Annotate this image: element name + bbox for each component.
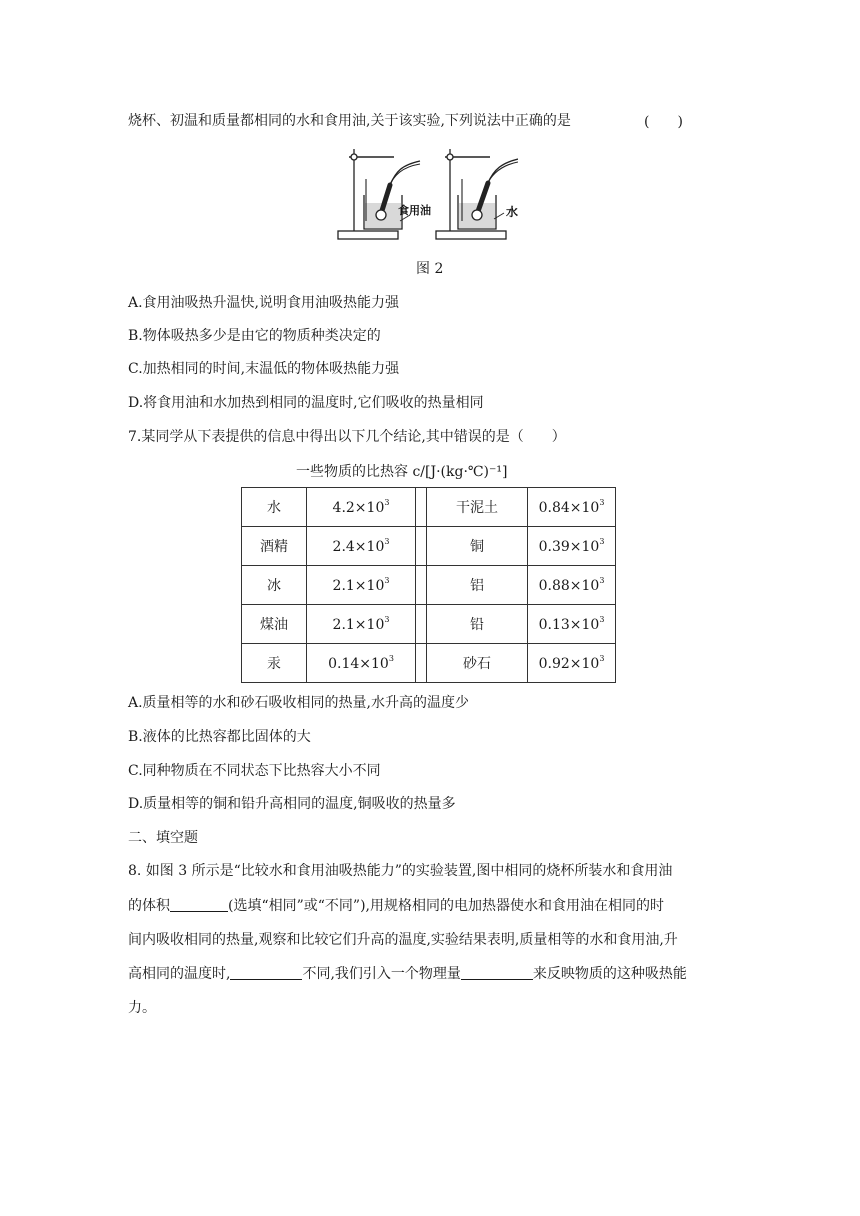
water-setup xyxy=(436,149,518,239)
table-gap xyxy=(416,605,427,644)
material-cell: 酒精 xyxy=(242,527,307,566)
value-cell: $0.84\times 10^3$ xyxy=(528,488,616,527)
value-cell: $2.4\times 10^3$ xyxy=(307,527,416,566)
q6-answer-paren: ( ) xyxy=(644,114,683,130)
value-cell: $2.1\times 10^3$ xyxy=(307,605,416,644)
material-cell: 铝 xyxy=(427,566,528,605)
material-cell: 铅 xyxy=(427,605,528,644)
value-cell: $2.1\times 10^3$ xyxy=(307,566,416,605)
oil-label: 食用油 xyxy=(398,204,431,217)
material-cell: 汞 xyxy=(242,644,307,683)
q6-option-d: D.将食用油和水加热到相同的温度时,它们吸收的热量相同 xyxy=(128,395,484,411)
answer-blank[interactable] xyxy=(170,897,228,912)
table-row xyxy=(242,605,616,644)
q7-stem: 7.某同学从下表提供的信息中得出以下几个结论,其中错误的是（ ） xyxy=(128,429,566,445)
q7-option-a: A.质量相等的水和砂石吸收相同的热量,水升高的温度少 xyxy=(128,695,470,711)
value-cell: $4.2\times 10^3$ xyxy=(307,488,416,527)
q7-option-d: D.质量相等的铜和铅升高相同的温度,铜吸收的热量多 xyxy=(128,796,456,812)
q8-line-2: 的体积 (选填“相同”或“不同”),用规格相同的电加热器使水和食用油在相同的时 xyxy=(128,898,665,914)
value-cell: $0.13\times 10^3$ xyxy=(528,605,616,644)
value-cell: $0.92\times 10^3$ xyxy=(528,644,616,683)
material-cell: 铜 xyxy=(427,527,528,566)
q8-line-5: 力。 xyxy=(128,1000,156,1016)
table-row xyxy=(242,566,616,605)
table-gap xyxy=(416,527,427,566)
q7-option-c: C.同种物质在不同状态下比热容大小不同 xyxy=(128,763,381,779)
q8-line-4: 高相同的温度时, 不同,我们引入一个物理量 来反映物质的这种吸热能 xyxy=(128,966,687,982)
q7-option-b: B.液体的比热容都比固体的大 xyxy=(128,729,311,745)
table-gap xyxy=(416,488,427,527)
material-cell: 干泥土 xyxy=(427,488,528,527)
figure-2-caption: 图 2 xyxy=(416,261,444,277)
table-row xyxy=(242,488,616,527)
material-cell: 煤油 xyxy=(242,605,307,644)
oil-setup xyxy=(338,149,420,239)
q8-line-1: 8. 如图 3 所示是“比较水和食用油吸热能力”的实验装置,图中相同的烧杯所装水和食用油 xyxy=(128,863,673,879)
table-title: 一些物质的比热容 c/[J·(kg·℃)⁻¹] xyxy=(296,464,508,480)
q6-option-c: C.加热相同的时间,末温低的物体吸热能力强 xyxy=(128,361,400,377)
answer-blank[interactable] xyxy=(461,965,533,980)
water-label: 水 xyxy=(506,205,518,219)
table-row xyxy=(242,644,616,683)
table-row xyxy=(242,527,616,566)
q6-option-b: B.物体吸热多少是由它的物质种类决定的 xyxy=(128,328,381,344)
q6-option-a: A.食用油吸热升温快,说明食用油吸热能力强 xyxy=(128,295,400,311)
table-gap xyxy=(416,566,427,605)
q8-line-3: 间内吸收相同的热量,观察和比较它们升高的温度,实验结果表明,质量相等的水和食用油,升 xyxy=(128,932,678,948)
value-cell: $0.39\times 10^3$ xyxy=(528,527,616,566)
value-cell: $0.14\times 10^3$ xyxy=(307,644,416,683)
table-gap xyxy=(416,644,427,683)
q6-stem: 烧杯、初温和质量都相同的水和食用油,关于该实验,下列说法中正确的是 xyxy=(128,113,571,129)
figure-2-apparatus xyxy=(336,145,518,245)
answer-blank[interactable] xyxy=(230,965,302,980)
material-cell: 水 xyxy=(242,488,307,527)
material-cell: 冰 xyxy=(242,566,307,605)
section-heading: 二、填空题 xyxy=(128,830,198,846)
material-cell: 砂石 xyxy=(427,644,528,683)
specific-heat-table xyxy=(241,487,616,683)
value-cell: $0.88\times 10^3$ xyxy=(528,566,616,605)
